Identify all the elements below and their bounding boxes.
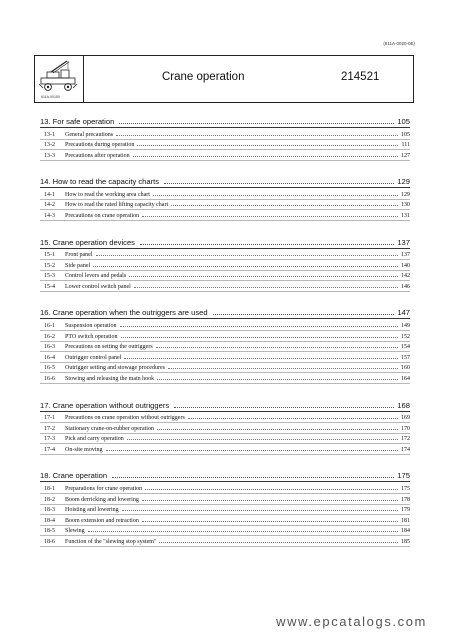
entry-title: How to read the rated lifting capacity chart xyxy=(65,202,169,209)
leader-dots xyxy=(96,255,399,256)
toc-entry[interactable] xyxy=(40,363,410,374)
toc-entry[interactable] xyxy=(40,373,410,384)
entry-title: Precautions on crane operation xyxy=(65,213,140,220)
entry-number: 15-3 xyxy=(44,273,55,280)
entry-page: 131 xyxy=(401,213,410,220)
entry-number: 17-2 xyxy=(44,425,55,432)
entry-title: Outrigger control panel xyxy=(65,354,122,361)
entry-page: 149 xyxy=(401,323,410,330)
entry-title: How to read the working area chart xyxy=(65,191,150,198)
document-code: (611A-0020-0E) xyxy=(383,41,415,46)
toc-entry[interactable] xyxy=(40,331,410,342)
toc-entry[interactable] xyxy=(40,140,410,151)
leader-dots xyxy=(188,418,398,419)
entry-page: 142 xyxy=(401,273,410,280)
leader-dots xyxy=(142,521,398,522)
entry-page: 157 xyxy=(401,354,410,361)
leader-dots xyxy=(122,510,398,511)
toc-section xyxy=(40,237,410,292)
entry-title: Lower control switch panel xyxy=(65,283,131,290)
entry-title: Precautions on crane operation without outriggers xyxy=(65,415,185,422)
entry-title: Suspension operation xyxy=(65,323,117,330)
toc-entry[interactable] xyxy=(40,423,410,434)
entry-page: 160 xyxy=(401,365,410,372)
toc-section xyxy=(40,116,410,161)
toc-entry[interactable] xyxy=(40,413,410,424)
entry-page: 146 xyxy=(401,283,410,290)
section-title: 17. Crane operation without outriggers xyxy=(40,400,170,410)
leader-dots xyxy=(129,276,398,277)
leader-dots xyxy=(145,489,398,490)
toc-entry[interactable] xyxy=(40,250,410,261)
entry-number: 17-1 xyxy=(44,415,55,422)
entry-title: Slewing xyxy=(65,528,85,535)
entry-number: 16-1 xyxy=(44,323,55,330)
entry-title: Precautions on setting the outriggers xyxy=(65,344,153,351)
entry-number: 13-2 xyxy=(44,142,55,149)
entry-number: 16-6 xyxy=(44,376,55,382)
leader-dots xyxy=(93,266,398,267)
leader-dots xyxy=(134,287,398,288)
leader-dots xyxy=(171,205,398,206)
leader-dots xyxy=(116,135,398,136)
leader-dots xyxy=(157,429,398,430)
section-page: 129 xyxy=(397,177,410,187)
section-heading[interactable] xyxy=(40,176,410,188)
leader-dots xyxy=(153,195,398,196)
watermark: www.epcatalogs.com xyxy=(276,614,427,629)
header-divider xyxy=(83,56,84,102)
entry-page: 111 xyxy=(401,142,410,149)
toc-entry[interactable] xyxy=(40,271,410,282)
toc-entry[interactable] xyxy=(40,342,410,353)
leader-dots xyxy=(168,368,398,369)
section-page: 137 xyxy=(397,237,410,247)
entry-number: 18-2 xyxy=(44,496,55,503)
table-of-contents xyxy=(40,116,410,562)
entry-page: 172 xyxy=(401,436,410,443)
section-page: 168 xyxy=(397,400,410,410)
toc-entry[interactable] xyxy=(40,444,410,455)
section-title: 18. Crane operation xyxy=(40,471,108,481)
entry-title: Side panel xyxy=(65,262,91,269)
entry-page: 154 xyxy=(401,344,410,351)
crane-illustration xyxy=(37,58,81,94)
section-page: 105 xyxy=(397,117,410,126)
entry-number: 16-3 xyxy=(44,344,55,351)
entry-page: 140 xyxy=(401,262,410,269)
entry-number: 17-4 xyxy=(44,446,55,453)
leader-dots xyxy=(112,477,394,478)
leader-dots xyxy=(106,450,399,451)
leader-dots xyxy=(213,314,395,315)
toc-section xyxy=(40,176,410,221)
toc-entry[interactable] xyxy=(40,515,410,526)
entry-title: Control levers and pedals xyxy=(65,273,127,280)
entry-page: 170 xyxy=(401,425,410,432)
section-title: 15. Crane operation devices xyxy=(40,237,135,247)
entry-title: Precautions during operation xyxy=(65,142,135,149)
section-title: 13. For safe operation xyxy=(40,117,115,126)
entry-title: Preparations for crane operation xyxy=(65,485,143,492)
entry-page: 164 xyxy=(401,376,410,382)
entry-number: 14-2 xyxy=(44,202,55,209)
illustration-ref: 611A-00150 xyxy=(41,95,60,99)
toc-entry[interactable] xyxy=(40,281,410,292)
leader-dots xyxy=(156,347,398,348)
leader-dots xyxy=(119,123,394,124)
leader-dots xyxy=(124,358,398,359)
entry-number: 18-1 xyxy=(44,485,55,492)
entry-title: Precautions after operation xyxy=(65,152,130,159)
section-page: 175 xyxy=(397,471,410,481)
entry-title: General precautions xyxy=(65,131,114,138)
entry-title: Hoisting and lowering xyxy=(65,507,119,514)
entry-title: Function of the "slewing stop system" xyxy=(65,538,157,545)
section-heading[interactable] xyxy=(40,307,410,319)
entry-page: 184 xyxy=(401,528,410,535)
toc-entry[interactable] xyxy=(40,483,410,494)
section-heading[interactable] xyxy=(40,237,410,249)
toc-entry[interactable] xyxy=(40,434,410,445)
entry-page: 185 xyxy=(401,538,410,545)
toc-section xyxy=(40,470,410,547)
entry-title: Pick and carry operation xyxy=(65,436,124,443)
toc-entry[interactable] xyxy=(40,129,410,140)
entry-page: 129 xyxy=(401,191,410,198)
entry-page: 174 xyxy=(401,446,410,453)
leader-dots xyxy=(142,500,398,501)
toc-entry[interactable] xyxy=(40,505,410,516)
entry-number: 13-1 xyxy=(44,131,55,138)
section-page: 147 xyxy=(397,308,410,318)
toc-entry[interactable] xyxy=(40,526,410,537)
section-heading[interactable] xyxy=(40,470,410,482)
entry-title: Outrigger setting and stowage procedures xyxy=(65,365,165,372)
entry-page: 178 xyxy=(401,496,410,503)
entry-title: PTO switch operation xyxy=(65,333,118,340)
leader-dots xyxy=(121,337,398,338)
chapter-number: 214521 xyxy=(341,71,380,83)
entry-number: 15-2 xyxy=(44,262,55,269)
toc-entry[interactable] xyxy=(40,200,410,211)
entry-number: 14-3 xyxy=(44,213,55,220)
entry-page: 127 xyxy=(401,152,410,159)
entry-page: 175 xyxy=(401,485,410,492)
toc-entry[interactable] xyxy=(40,189,410,200)
entry-number: 16-5 xyxy=(44,365,55,372)
entry-page: 105 xyxy=(401,131,410,138)
toc-section xyxy=(40,400,410,455)
entry-title: Front panel xyxy=(65,252,93,259)
entry-page: 137 xyxy=(401,252,410,259)
toc-entry[interactable] xyxy=(40,210,410,221)
leader-dots xyxy=(137,145,398,146)
entry-number: 15-1 xyxy=(44,252,55,259)
entry-number: 18-6 xyxy=(44,538,55,545)
toc-entry[interactable] xyxy=(40,536,410,547)
chapter-title: Crane operation xyxy=(162,71,245,83)
leader-dots xyxy=(142,216,398,217)
leader-dots xyxy=(88,531,398,532)
entry-number: 15-4 xyxy=(44,283,55,290)
toc-entry[interactable] xyxy=(40,320,410,331)
section-title: 14. How to read the capacity charts xyxy=(40,177,160,187)
entry-page: 181 xyxy=(401,517,410,524)
entry-number: 14-1 xyxy=(44,191,55,198)
toc-entry[interactable] xyxy=(40,352,410,363)
entry-number: 17-3 xyxy=(44,436,55,443)
section-heading[interactable] xyxy=(40,116,410,128)
entry-number: 18-5 xyxy=(44,528,55,535)
toc-entry[interactable] xyxy=(40,260,410,271)
section-title: 16. Crane operation when the outriggers are used xyxy=(40,308,208,318)
entry-title: Stowing and releasing the main hook xyxy=(65,376,155,382)
leader-dots xyxy=(133,156,398,157)
leader-dots xyxy=(127,439,398,440)
entry-number: 18-3 xyxy=(44,507,55,514)
entry-page: 169 xyxy=(401,415,410,422)
entry-page: 152 xyxy=(401,333,410,340)
entry-page: 130 xyxy=(401,202,410,209)
leader-dots xyxy=(140,244,394,245)
leader-dots xyxy=(174,407,394,408)
leader-dots xyxy=(157,379,398,380)
leader-dots xyxy=(164,183,394,184)
entry-number: 18-4 xyxy=(44,517,55,524)
section-heading[interactable] xyxy=(40,400,410,412)
leader-dots xyxy=(159,542,398,543)
toc-entry[interactable] xyxy=(40,150,410,161)
entry-title: On-site moving xyxy=(65,446,103,453)
entry-title: Boom extension and retraction xyxy=(65,517,139,524)
entry-number: 13-3 xyxy=(44,152,55,159)
entry-title: Boom derricking and lowering xyxy=(65,496,139,503)
toc-section xyxy=(40,307,410,384)
entry-page: 179 xyxy=(401,507,410,514)
leader-dots xyxy=(120,326,399,327)
entry-number: 16-2 xyxy=(44,333,55,340)
toc-entry[interactable] xyxy=(40,494,410,505)
chapter-header xyxy=(34,55,414,103)
entry-title: Stationary crane-on-rubber operation xyxy=(65,425,154,432)
entry-number: 16-4 xyxy=(44,354,55,361)
